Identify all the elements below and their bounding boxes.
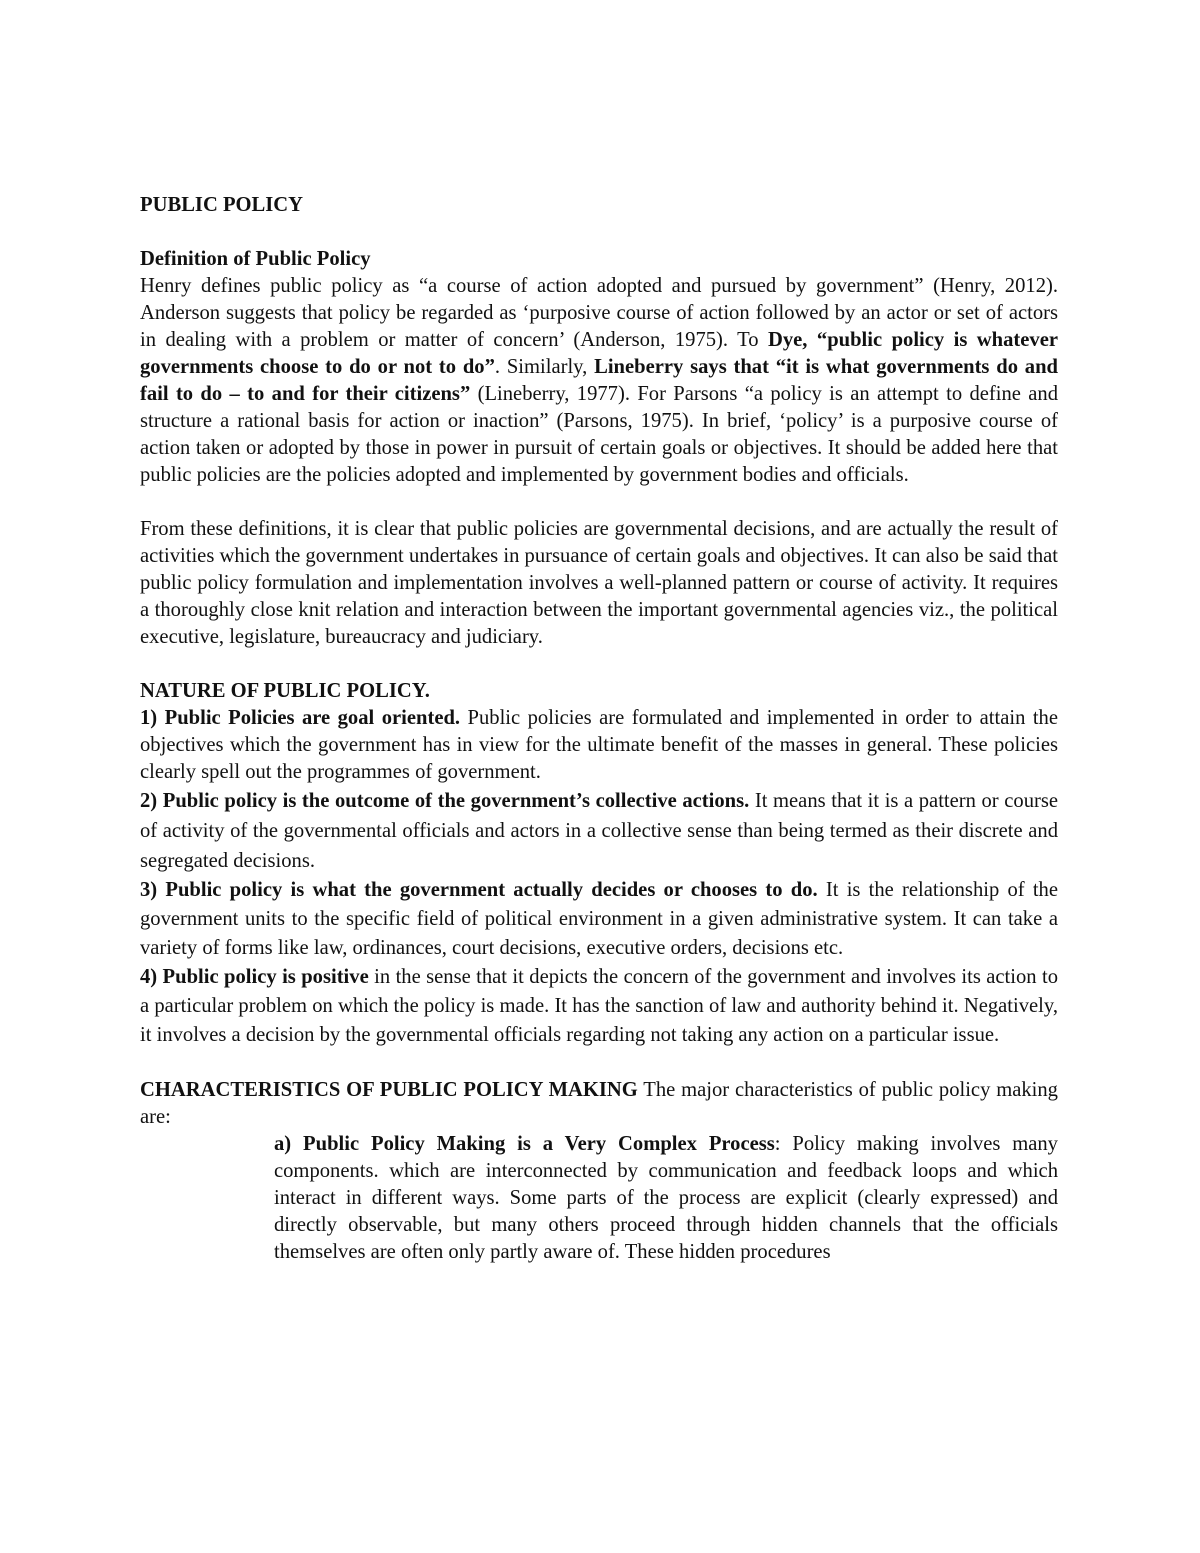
nature-item-1-title: 1) Public Policies are goal oriented. (140, 707, 461, 729)
nature-item-3 (140, 876, 1058, 963)
characteristics-intro (140, 1077, 1058, 1131)
definition-p1-text-c: (Lineberry, 1977). For Parsons “a policy is an attempt to define and structure a rational basis for action or inaction” (Parsons, 1975). In brief, ‘policy’ is a purposive course of action taken or adopted by those in power in pursuit of certain goals or objectives. It should be added here that public policies are the policies adopted and implemented by government bodies and officials. (140, 383, 1058, 486)
definition-p1-text-b: . Similarly, (494, 356, 595, 378)
nature-item-1-text: Public policies are formulated and implemented in order to attain the objectives which the government has in view for the ultimate benefit of the masses in general. These policies clearly spell out the programmes of government. (140, 707, 1058, 783)
characteristics-heading: CHARACTERISTICS OF PUBLIC POLICY MAKING (140, 1079, 638, 1101)
paragraph-gap (140, 651, 1058, 678)
document-page (140, 192, 1058, 1266)
nature-item-4-text: in the sense that it depicts the concern of the government and involves its action to a particular problem on which the policy is made. It has the sanction of law and authority behind it. Negatively, it involves a decision by the governmental officials regarding not taking any action on a particular issue. (140, 966, 1058, 1046)
nature-item-4 (140, 963, 1058, 1050)
nature-item-4-title: 4) Public policy is positive (140, 966, 369, 988)
lineberry-quote: Lineberry says that “it is what governments do and fail to do – to and for their citizens” (140, 356, 1058, 405)
characteristics-item-a (274, 1131, 1058, 1266)
nature-item-2-title: 2) Public policy is the outcome of the government’s collective actions. (140, 790, 750, 812)
definition-paragraph-2: From these definitions, it is clear that public policies are governmental decisions, and are actually the result of activities which the government undertakes in pursuance of certain goals and objectives. It can also be said that public policy formulation and implementation involves a well-planned pattern or course of activity. It requires a thoroughly close knit relation and interaction between the important governmental agencies viz., the political executive, legislature, bureaucracy and judiciary. (140, 518, 1058, 648)
characteristics-item-a-title: a) Public Policy Making is a Very Complex Process (274, 1133, 775, 1155)
nature-heading: NATURE OF PUBLIC POLICY. (140, 680, 430, 702)
nature-item-2 (140, 786, 1058, 876)
paragraph-gap (140, 489, 1058, 516)
nature-item-2-text: It means that it is a pattern or course of activity of the governmental officials and actors in a collective sense than being termed as their discrete and segregated decisions. (140, 790, 1059, 872)
nature-item-1 (140, 705, 1058, 786)
definition-paragraph-1 (140, 273, 1058, 489)
nature-item-3-title: 3) Public policy is what the government actually decides or chooses to do. (140, 879, 818, 901)
characteristics-intro-text: The major characteristics of public policy making are: (140, 1079, 1058, 1128)
document-title: PUBLIC POLICY (140, 194, 304, 216)
dye-quote: Dye, “public policy is whatever governments choose to do or not to do” (140, 329, 1059, 378)
characteristics-item-a-text: : Policy making involves many components. which are interconnected by communication and feedback loops and which interact in different ways. Some parts of the process are explicit (clearly expressed) and directly observable, but many others proceed through hidden channels that the officials themselves are often only partly aware of. These hidden procedures (274, 1133, 1058, 1263)
definition-heading: Definition of Public Policy (140, 248, 371, 270)
paragraph-gap (140, 1050, 1058, 1077)
nature-item-3-text: It is the relationship of the government units to the specific field of political environment in a given administrative system. It can take a variety of forms like law, ordinances, court decisions, executive orders, decisions etc. (140, 879, 1058, 959)
definition-p1-text-a: Henry defines public policy as “a course of action adopted and pursued by government” (Henry, 2012). Anderson suggests that policy be regarded as ‘purposive course of action followed by an actor or set of actors in dealing with a problem or matter of concern’ (Anderson, 1975). To (140, 275, 1058, 351)
